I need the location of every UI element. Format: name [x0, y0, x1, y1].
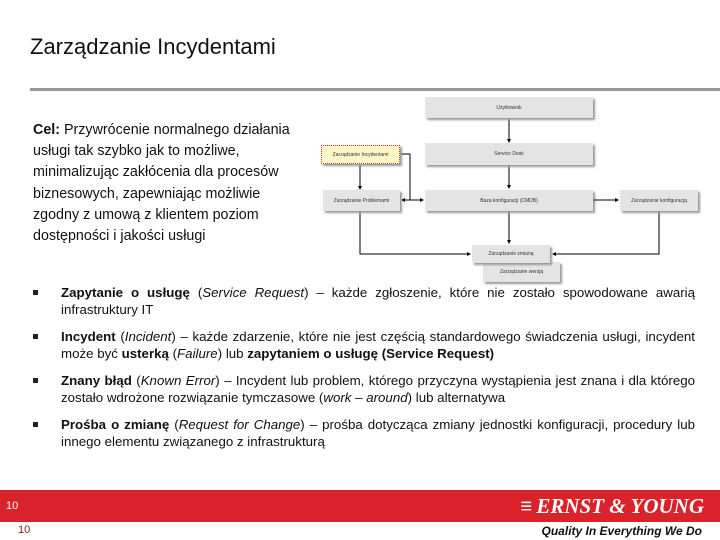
term-en: Service Request: [202, 285, 305, 300]
box-service-desk: Service Desk: [425, 143, 593, 165]
list-item-request-for-change: [33, 416, 695, 450]
text: (: [169, 417, 179, 432]
bullet-icon: [33, 422, 38, 427]
term-en: Incident: [124, 329, 172, 344]
term: Znany błąd: [61, 373, 132, 388]
text: ) – prośba dotycząca zmiany jednostki konfiguracji, procedury lub innego elementu związanego z infrastrukturą: [61, 417, 695, 449]
tagline: Quality In Everything We Do: [541, 524, 702, 538]
box-incident-management: Zarządzanie Incydentami: [321, 145, 400, 164]
text: ) lub alternatywa: [407, 390, 506, 405]
term-en: Failure: [177, 346, 218, 361]
term: zapytaniem o usługę (Service Request): [247, 346, 495, 361]
definitions-list: [33, 284, 695, 460]
text: (: [115, 329, 125, 344]
text: ) – każde zdarzenie, które nie jest częścią standardowego świadczenia usługi, incydent może być: [61, 329, 695, 361]
bullet-icon: [33, 378, 38, 383]
bullet-icon: [33, 290, 38, 295]
company-logo: [520, 494, 704, 519]
text: ) lub: [217, 346, 248, 361]
box-change-management: Zarządzanie zmianą: [472, 245, 550, 263]
box-problem-management: Zarządzanie Problemami: [323, 190, 400, 211]
term: Zapytanie o usługę: [61, 285, 190, 300]
term-en: Request for Change: [178, 417, 301, 432]
term-en: work – around: [323, 390, 408, 405]
goal-label: Cel:: [33, 122, 61, 138]
term: Incydent: [61, 329, 116, 344]
logo-text: ERNST & YOUNG: [536, 494, 704, 518]
page-number-secondary: 10: [18, 524, 31, 536]
list-item-incident: [33, 328, 695, 362]
text: (: [131, 373, 141, 388]
term: Prośba o zmianę: [61, 417, 170, 432]
text: (: [189, 285, 203, 300]
list-item-service-request: [33, 284, 695, 318]
goal-text: Przywrócenie normalnego działania usługi tak szybko jak to możliwe, minimalizując zakłócenia dla procesów biznesowych, zapewniając możliwie zgodny z umową z klientem poziom dostępności i jakości usługi: [33, 122, 290, 245]
box-user: Użytkownik: [425, 97, 593, 118]
page-number: 10: [6, 500, 19, 512]
ey-logo-icon: ≡: [520, 494, 533, 518]
slide-title: Zarządzanie Incydentami: [30, 34, 276, 59]
box-release-management: Zarządzanie wersją: [483, 262, 560, 282]
text: ) – każde zgłoszenie, które nie zostało spowodowane awarią infrastruktury IT: [61, 285, 696, 317]
term: usterką: [121, 346, 169, 361]
box-cmdb: Baza konfiguracji (CMDB): [425, 190, 593, 211]
list-item-known-error: [33, 372, 695, 406]
text: (: [168, 346, 178, 361]
term-en: Known Error: [140, 373, 216, 388]
box-configuration-management: Zarządzanie konfiguracją: [620, 190, 698, 211]
bullet-icon: [33, 334, 38, 339]
text: ) – Incydent lub problem, którego przyczyna wystąpienia jest znana i dla którego zostało wdrożone rozwiązanie tymczasowe (: [61, 373, 696, 405]
